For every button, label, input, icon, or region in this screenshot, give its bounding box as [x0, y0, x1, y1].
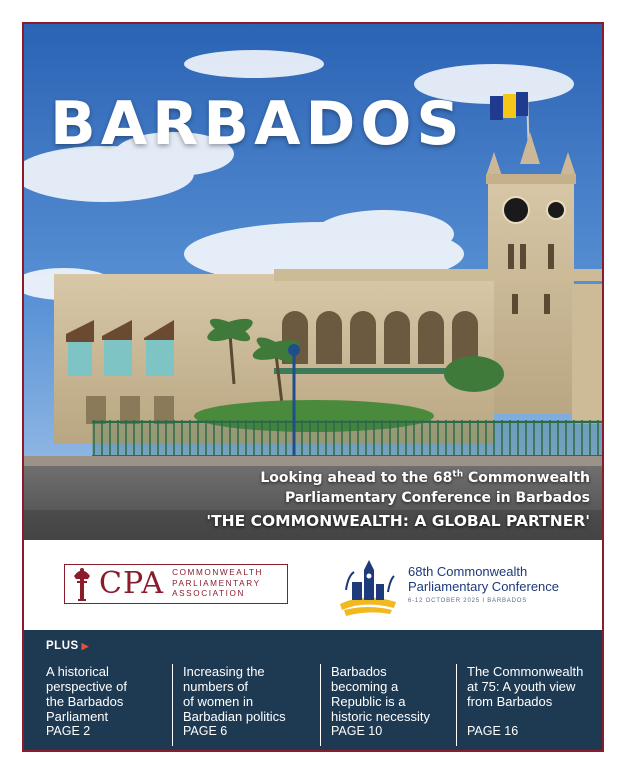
logo-strip [24, 540, 602, 630]
plus-panel [24, 630, 602, 752]
cpa-full-name: COMMONWEALTH PARLIAMENTARY ASSOCIATION [172, 568, 263, 599]
plus-item-page: PAGE 2 [46, 724, 91, 738]
tagline-line-2: Parliamentary Conference in Barbados [285, 490, 590, 506]
cover-photo [24, 24, 602, 540]
parliament-tower-icon [334, 554, 404, 618]
conference-dates: 6-12 OCTOBER 2025 I BARBADOS [408, 598, 527, 604]
mace-icon [67, 566, 97, 602]
cover-tagline [260, 468, 590, 508]
plus-item-text: Increasing the numbers of of women in Barbadian politics [183, 664, 286, 724]
plus-items [24, 664, 602, 748]
conference-logo [334, 554, 584, 618]
cpa-letters: CPA [99, 566, 165, 601]
cover-frame [22, 22, 604, 752]
plus-item-page: PAGE 10 [331, 724, 383, 738]
plus-item-page: PAGE 16 [467, 724, 519, 738]
plus-item-text: Barbados becoming a Republic is a historic necessity [331, 664, 430, 724]
plus-item-text: A historical perspective of the Barbados Parliament [46, 664, 127, 724]
plus-item-text: The Commonwealth at 75: A youth view from Barbados [467, 664, 584, 709]
tagline-line-1: Looking ahead to the 68th Commonwealth [260, 469, 590, 486]
triangle-arrow-icon: ▶ [81, 640, 90, 651]
plus-label: PLUS ▶ [46, 640, 90, 652]
plus-item-page: PAGE 6 [183, 724, 228, 738]
plus-item-republic[interactable] [320, 664, 463, 746]
cover-headline: 'THE COMMONWEALTH: A GLOBAL PARTNER' [206, 512, 590, 530]
plus-item-history[interactable] [46, 664, 178, 746]
conference-title: 68th Commonwealth Parliamentary Conference [408, 564, 560, 594]
plus-item-youth[interactable] [456, 664, 599, 746]
masthead-title: BARBADOS [50, 89, 465, 159]
plus-item-women[interactable] [172, 664, 315, 746]
barbados-flag-icon [490, 92, 528, 120]
cpa-logo [64, 564, 288, 604]
